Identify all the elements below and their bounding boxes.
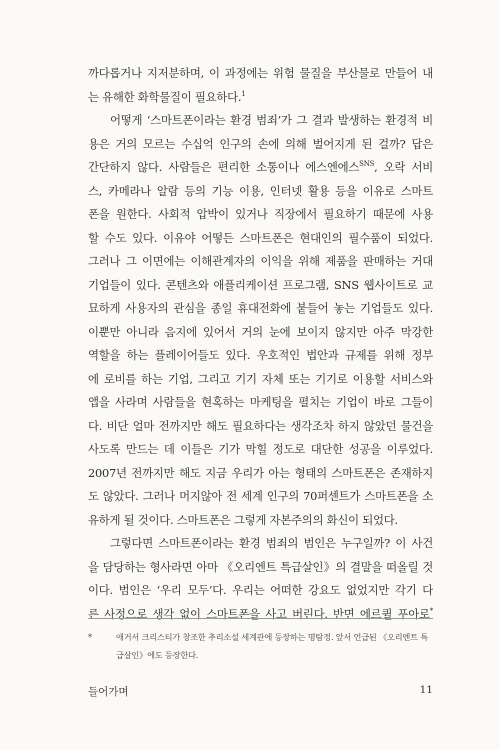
footnote-ref-star: * — [429, 606, 433, 615]
footnote-marker: * — [88, 632, 92, 642]
text-line: 간단하지 않다. 사람들은 편리한 소통이나 에스엔에스$^{SNS}$, 오락 서비 — [88, 160, 433, 174]
text-line: 역할을 하는 플레이어들도 있다. 우호적인 법안과 규제를 위해 정부 — [88, 348, 433, 362]
text-line: 스, 카메라나 알람 등의 기능 이용, 인터넷 활용 등을 이유로 스마트 — [88, 183, 433, 198]
text-line: 이뿐만 아니라 음지에 있어서 거의 눈에 보이지 않지만 아주 막강한 — [88, 324, 433, 339]
text-line: 폰을 원한다. 사회적 압박이 있거나 직장에서 필요하기 때문에 사용 — [88, 207, 433, 221]
body-text — [88, 62, 433, 626]
footnote-line: * 애거서 크리스티가 창조한 추리소설 세계관에 등장하는 명탐정. 앞서 언급된 《오리엔트 특 — [88, 628, 433, 646]
text-line: 2007년 전까지만 해도 지금 우리가 아는 형태의 스마트폰은 존재하지 — [88, 465, 433, 480]
text-line: 사도록 만드는 데 이들은 기가 막힐 정도로 대단한 성공을 이루었다. — [88, 442, 433, 456]
text-line: 는 유해한 화학물질이 필요하다.$^1$ — [88, 89, 246, 104]
text-line: 그렇다면 스마트폰이라는 환경 범죄의 범인은 누구일까? 이 사건 — [110, 536, 433, 550]
text-line: 에 로비를 하는 기업, 그리고 기기 자체 또는 기기로 이용할 서비스와 — [88, 371, 433, 386]
footnote-ref-1: 1 — [241, 89, 246, 98]
text-line: 그러나 그 이면에는 이해관계자의 이익을 위해 제품을 판매하는 거대 — [88, 254, 433, 268]
text-line: 묘하게 사용자의 관심을 종일 휴대전화에 붙들어 놓는 기업들도 있다. — [88, 301, 433, 315]
footnote-line: 급살인》에도 등장한다. — [116, 650, 199, 660]
text-line: 기업들이 있다. 콘텐츠와 애플리케이션 프로그램, SNS 웹사이트로 교 — [88, 277, 433, 292]
running-head: 들어가며 — [88, 686, 129, 698]
text-line: 까다롭거나 지저분하며, 이 과정에는 위험 물질을 부산물로 만들어 내 — [88, 66, 433, 80]
page-number: 11 — [419, 684, 433, 696]
text-line: 도 않았다. 그러나 머지않아 전 세계 인구의 70퍼센트가 스마트폰을 소 — [88, 489, 433, 503]
footnote-divider — [88, 618, 433, 619]
text-line: 어떻게 ‘스마트폰이라는 환경 범죄’가 그 결과 발생하는 환경적 비 — [110, 113, 433, 127]
text-line: 른 사정으로 생각 없이 스마트폰을 사고 버린다. 반면 에르퀼 푸아로* — [88, 606, 433, 621]
text-line: 유하게 될 것이다. 스마트폰은 그렇게 자본주의의 화신이 되었다. — [88, 512, 398, 527]
footnote — [88, 628, 433, 664]
text-line: 다. 비단 얼마 전까지만 해도 필요하다는 생각조차 하지 않았던 물건을 — [88, 418, 433, 433]
sns-superscript: SNS — [359, 160, 375, 169]
text-line: 앱을 사라며 사람들을 현혹하는 마케팅을 펼치는 기업이 바로 그들이 — [88, 395, 433, 409]
text-line: 을 담당하는 형사라면 아마 《오리엔트 특급살인》의 결말을 떠올릴 것 — [88, 559, 433, 574]
text-line: 용은 거의 모르는 수십억 인구의 손에 의해 벌어지게 된 걸까? 답은 — [88, 136, 433, 151]
text-line: 이다. 범인은 ‘우리 모두’다. 우리는 어떠한 강요도 없었지만 각기 다 — [88, 583, 433, 597]
text-line: 할 수도 있다. 이유야 어떻든 스마트폰은 현대인의 필수품이 되었다. — [88, 230, 433, 245]
